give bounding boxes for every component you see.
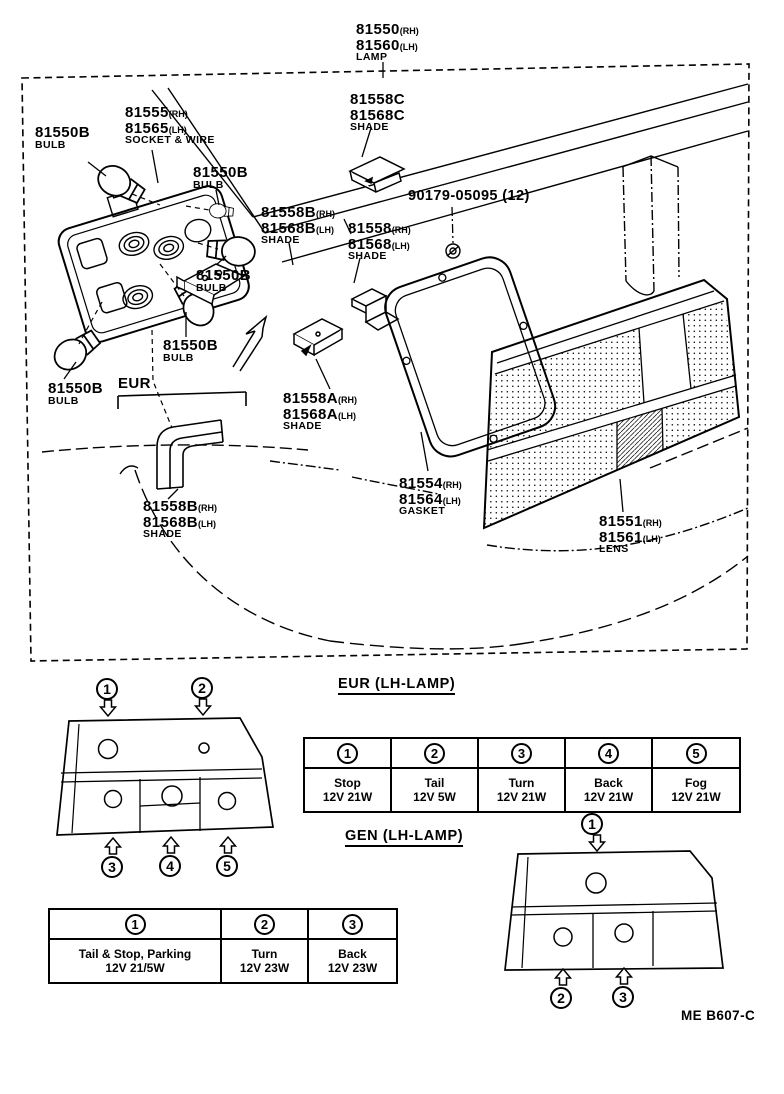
part-caption: SHADE: [350, 121, 389, 134]
part-number: 81558: [348, 220, 392, 237]
part-suffix: (RH): [642, 518, 662, 528]
bulb-function: Back: [338, 946, 367, 961]
bulb-spec: 12V 23W: [239, 961, 290, 975]
part-number: 81550: [356, 21, 400, 38]
bulb-spec: 12V 21/5W: [105, 961, 165, 975]
circled-marker: 1: [96, 678, 118, 700]
bulb-spec: 12V 21W: [496, 790, 547, 804]
part-number: 81565: [125, 119, 169, 137]
bulb-function: Turn: [508, 775, 535, 790]
part-label-bulb: [35, 125, 90, 151]
part-suffix: (LH): [197, 518, 216, 529]
part-suffix: (LH): [337, 410, 356, 421]
up-arrow-icon: [221, 837, 236, 853]
bulb-icon: [49, 325, 104, 376]
part-number: 81558C: [350, 91, 405, 108]
part-label-lens: [599, 514, 662, 555]
table-body-row: [304, 768, 740, 812]
part-number: 81568C: [350, 106, 405, 124]
part-caption: BULB: [163, 351, 194, 364]
part-number: 81551: [599, 513, 643, 530]
bulb-function: Tail: [424, 775, 445, 790]
part-label-shade: [348, 221, 411, 262]
part-number: 81550B: [196, 267, 251, 284]
part-number: 81550B: [48, 380, 103, 397]
part-caption: SHADE: [348, 250, 387, 263]
bulb-spec: 12V 21W: [322, 790, 373, 804]
part-number: 81554: [399, 475, 443, 492]
part-number: 81568: [348, 235, 392, 253]
circled-number: 1: [125, 914, 146, 935]
part-number: 81550B: [35, 124, 90, 141]
part-label-bulb: [193, 165, 248, 191]
bulb-function: Turn: [251, 946, 278, 961]
eur-section-heading: EUR (LH-LAMP): [338, 676, 455, 695]
part-caption: LAMP: [356, 51, 388, 64]
part-number: 81568B: [261, 219, 316, 237]
part-caption: SHADE: [261, 234, 300, 247]
part-caption: BULB: [35, 138, 66, 151]
part-number: 81558A: [283, 390, 338, 407]
gen-lamp-figure: [505, 851, 723, 970]
bulb-function: Back: [594, 775, 623, 790]
circled-marker: 3: [101, 856, 123, 878]
shade-c-part: [350, 157, 404, 192]
bulb-spec: 12V 21W: [583, 790, 634, 804]
gen-section-heading: GEN (LH-LAMP): [345, 828, 463, 847]
part-caption: LENS: [599, 543, 629, 556]
part-number: 81561: [599, 528, 643, 546]
eur-shade-part: [157, 420, 223, 489]
part-suffix: (LH): [315, 224, 334, 235]
circled-number: 3: [511, 743, 532, 764]
part-label-shade-a: [283, 391, 357, 432]
part-number: 81550B: [193, 164, 248, 181]
part-caption: BULB: [48, 394, 79, 407]
bulb-icon: [209, 203, 234, 219]
part-caption: SOCKET & WIRE: [125, 134, 215, 147]
circled-marker: 1: [581, 813, 603, 835]
circled-marker: 2: [550, 987, 572, 1009]
down-arrow-icon: [196, 699, 211, 715]
part-caption: SHADE: [283, 420, 322, 433]
circled-number: 1: [337, 743, 358, 764]
bulb-spec: 12V 21W: [671, 790, 721, 804]
down-arrow-icon: [101, 700, 116, 716]
bulb-icon: [93, 160, 148, 208]
table-header-row: [304, 738, 740, 768]
part-number: 81555: [125, 104, 169, 121]
circled-number: 3: [342, 914, 363, 935]
part-suffix: (RH): [337, 395, 357, 405]
part-label-bulb: [48, 381, 103, 407]
up-arrow-icon: [556, 969, 571, 985]
part-suffix: (LH): [399, 41, 418, 52]
eur-bulb-spec-table: [303, 737, 741, 813]
part-number: 81568B: [143, 513, 198, 531]
part-label-socket-wire: [125, 105, 215, 146]
part-suffix: (LH): [391, 240, 410, 251]
bulb-function: Stop: [334, 775, 361, 790]
bulb-spec: 12V 23W: [327, 961, 378, 975]
part-suffix: (RH): [391, 225, 411, 235]
part-suffix: (RH): [168, 109, 188, 119]
up-arrow-icon: [164, 837, 179, 853]
lens-part: [484, 280, 739, 528]
part-suffix: (RH): [442, 480, 462, 490]
part-number: 81558B: [143, 498, 198, 515]
part-suffix: (RH): [197, 503, 217, 513]
part-caption: SHADE: [143, 528, 182, 541]
part-caption: BULB: [193, 178, 224, 191]
part-suffix: (LH): [442, 495, 461, 506]
bulb-spec: 12V 5W: [413, 790, 456, 804]
eur-lamp-figure: [57, 718, 273, 835]
part-label-bulb: [196, 268, 251, 294]
shade-part: [352, 289, 398, 330]
region-code: EUR: [118, 375, 151, 392]
down-arrow-icon: [590, 835, 605, 851]
part-number: 81560: [356, 36, 400, 54]
part-suffix: (LH): [168, 124, 187, 135]
part-label-bulb: [163, 338, 218, 364]
circled-marker: 3: [612, 986, 634, 1008]
circled-marker: 4: [159, 855, 181, 877]
circled-number: 2: [424, 743, 445, 764]
eur-bracket: [118, 392, 246, 409]
circled-number: 5: [686, 743, 707, 764]
part-suffix: (RH): [399, 26, 419, 36]
bulb-icon: [206, 234, 256, 267]
up-arrow-icon: [617, 968, 632, 984]
circled-marker: 5: [216, 855, 238, 877]
table-header-row: [49, 909, 397, 939]
part-label-lamp: [356, 22, 419, 63]
table-body-row: [49, 939, 397, 983]
part-label-shade-b: [143, 499, 217, 540]
part-number: 81558B: [261, 204, 316, 221]
part-number: 81550B: [163, 337, 218, 354]
figure-code: ME B607-C: [681, 1008, 756, 1023]
part-suffix: (LH): [642, 533, 661, 544]
circled-marker: 2: [191, 677, 213, 699]
gen-bulb-spec-table: [48, 908, 398, 984]
part-label-shade-b: [261, 205, 335, 246]
part-label-gasket: [399, 476, 462, 517]
part-number: 81568A: [283, 405, 338, 423]
part-number: 90179-05095 (12): [408, 188, 530, 204]
eur-region-label: [118, 376, 151, 392]
circled-number: 4: [598, 743, 619, 764]
direction-arrow-icon: [233, 317, 266, 371]
bulb-function: Tail & Stop, Parking: [78, 946, 192, 961]
part-number: 81564: [399, 490, 443, 508]
circled-number: 2: [254, 914, 275, 935]
screw-icon: [446, 244, 460, 258]
part-suffix: (RH): [315, 209, 335, 219]
up-arrow-icon: [106, 838, 121, 854]
shade-a-part: [294, 319, 342, 355]
bulb-function: Fog: [685, 775, 707, 790]
part-caption: GASKET: [399, 505, 446, 518]
part-caption: BULB: [196, 281, 227, 294]
part-label-shade-c: [350, 92, 405, 133]
part-label-screw: [408, 189, 530, 204]
